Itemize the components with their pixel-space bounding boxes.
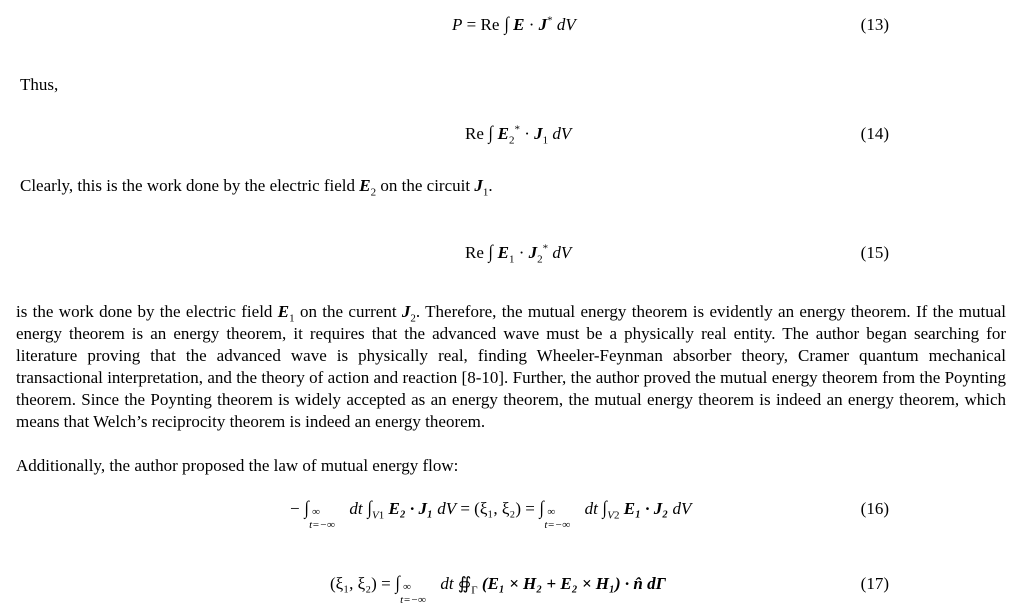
clearly-J: J (474, 176, 483, 195)
para-rest: . Therefore, the mutual energy theorem is evidently an energy theorem. If the mutual energy theorem is an energy theorem, it requires that the advanced wave must be a physically real entity. The author began searching for literature proving that the advanced wave is physically real, finding Wheeler-Feynman absorber theory, Cramer quantum mechanical transactional interpretation, and the theory of action and reaction [8-10]. Further, the author proved the mutual energy theorem from the Poynting theorem. Since the Poynting theorem is widely accepted as an energy theorem, the mutual energy theorem is indeed an energy theorem, which means that Welch’s reciprocity theorem is indeed an energy theorem. (16, 302, 1007, 431)
equation-number-15: (15) (860, 243, 889, 262)
clearly-E-sub: 2 (370, 186, 377, 199)
clearly-E: E (359, 176, 371, 195)
eq15-E-sub: 1 (508, 253, 515, 266)
eq14-J: J (534, 124, 543, 143)
eq17-limits (400, 570, 436, 607)
eq16-left-product: E₂ · J₁ (388, 499, 433, 518)
clearly-middle: on the circuit (380, 176, 471, 195)
eq14-J-sub: 1 (542, 134, 549, 147)
eq13-J: J (538, 15, 548, 34)
equation-13-body: P = Re ∫ E · J* dV (452, 10, 576, 40)
integral-sign: ∫ (395, 573, 400, 594)
eq13-re: Re (480, 15, 500, 34)
equation-17 (0, 569, 1015, 607)
para-E: E (277, 302, 290, 321)
para-E-sub: 1 (289, 312, 295, 325)
equation-number-14: (14) (860, 124, 889, 143)
eq15-J-sub: 2 (537, 253, 543, 266)
integral-sign: ∫ (304, 498, 309, 519)
eq17-upper: ∞ (403, 581, 411, 594)
para-mid: on the current (299, 302, 397, 321)
para-J-sub: 2 (410, 312, 416, 325)
integral-sign: ∫ (488, 242, 493, 263)
eq15-re: Re (465, 243, 484, 262)
equation-14 (0, 119, 1015, 149)
eq16-dV-right: dV (672, 499, 692, 518)
eq16-upper-left: ∞ (312, 506, 320, 519)
equation-14-body: Re ∫ $E_2^* \cdot J_1$ dV (465, 119, 571, 149)
eq17-lower: t=−∞ (400, 594, 426, 607)
eq13-lhs: P (452, 15, 463, 34)
eq16-limits-right (544, 495, 580, 532)
equation-17-body (330, 569, 666, 607)
clearly-J-sub: 1 (482, 186, 489, 199)
eq13-dV: dV (556, 15, 576, 34)
eq14-dV: dV (552, 124, 572, 143)
eq16-dt-right: dt (584, 499, 598, 518)
eq17-surface: ∯ (457, 574, 472, 593)
equation-15-body: Re ∫ $E_1 \cdot J_2^*$ dV (465, 238, 571, 268)
integral-sign: ∫ (602, 498, 607, 519)
integral-sign: ∫ (539, 498, 544, 519)
eq16-limits-left (309, 495, 345, 532)
equation-13 (0, 10, 1015, 40)
eq14-re: Re (465, 124, 484, 143)
eq16-lower-left: t=−∞ (309, 519, 335, 532)
eq17-lhs: (ξ₁, ξ₂) = (330, 574, 391, 593)
clearly-end: . (488, 176, 493, 195)
eq15-J: J (528, 243, 538, 262)
eq13-conj: * (547, 14, 553, 27)
eq16-V2-sub: 2 (614, 509, 620, 522)
text-thus: Thus, (20, 75, 59, 94)
eq15-dV: dV (552, 243, 572, 262)
equation-16 (0, 494, 1015, 532)
equation-number-13: (13) (860, 15, 889, 34)
eq16-upper-right: ∞ (547, 506, 556, 519)
eq16-V2: V (607, 509, 615, 522)
eq13-E: E (513, 15, 525, 34)
eq16-V1-sub: 1 (378, 509, 385, 522)
eq16-right-product: E₁ · J₂ (623, 499, 669, 518)
para-J: J (401, 302, 411, 321)
eq14-E-sub: 2 (508, 134, 515, 147)
eq16-middle: = (ξ₁, ξ₂) = (460, 499, 535, 518)
eq16-minus: − (290, 499, 300, 518)
equation-number-17: (17) (860, 574, 889, 593)
eq16-dV-left: dV (437, 499, 457, 518)
clearly-before: Clearly, this is the work done by the electric field (20, 176, 356, 195)
eq16-lower-right: t=−∞ (544, 519, 571, 532)
eq16-V1: V (372, 509, 379, 522)
equation-16-body (290, 494, 692, 532)
eq13-eq-sign: = (466, 15, 477, 34)
eq15-E: E (497, 243, 509, 262)
eq14-E: E (497, 124, 509, 143)
main-paragraph (16, 301, 1006, 433)
text-additionally: Additionally, the author proposed the law of mutual energy flow: (16, 456, 459, 475)
equation-15 (0, 238, 1015, 268)
equation-number-16: (16) (860, 499, 889, 518)
eq16-dt-left: dt (349, 499, 363, 518)
eq17-gamma: Γ (471, 584, 478, 597)
eq17-content: (E₁ × H₂ + E₂ × H₁) · n̂ dΓ (481, 574, 666, 593)
eq17-dt: dt (440, 574, 454, 593)
integral-sign: ∫ (504, 14, 509, 35)
integral-sign: ∫ (488, 123, 493, 144)
text-clearly (20, 175, 493, 197)
integral-sign: ∫ (367, 498, 372, 519)
para-intro: is the work done by the electric field (16, 302, 273, 321)
